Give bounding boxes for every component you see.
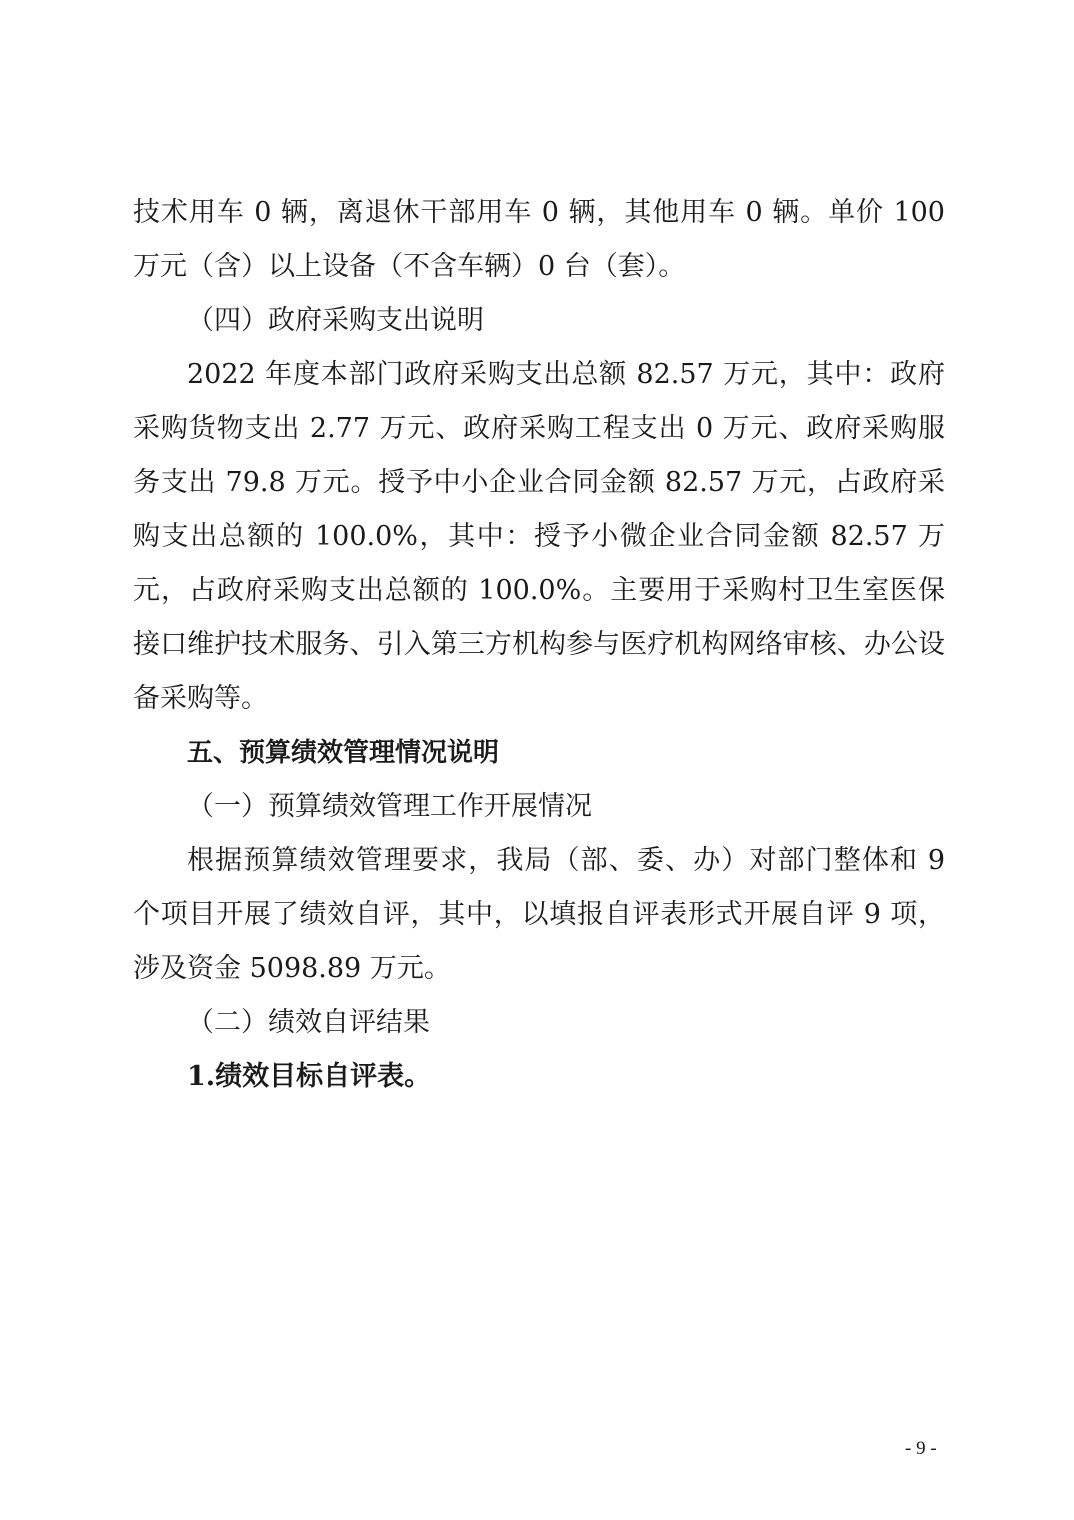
heading-target-self-evaluation-table: 1.绩效目标自评表。	[187, 1061, 432, 1092]
page-number: - 9 -	[905, 1438, 937, 1459]
heading-self-evaluation-results: （二）绩效自评结果	[187, 1007, 430, 1038]
paragraph-procurement-details: 2022 年度本部门政府采购支出总额 82.57 万元，其中：政府采购货物支出 2.77 万元、政府采购工程支出 0 万元、政府采购服务支出 79.8 万元。授予中小企业合同金额 82.57 万元，占政府采购支出总额的 100.0%，其中：授予小微企业合同金额 82.57 万元，占政府采购支出总额的 100.0%。主要用于采购村卫生室医保接口维护技术服务、引入第三方机构参与医疗机构网络审核、办公设备采购等。	[133, 359, 945, 714]
paragraph-self-evaluation: 根据预算绩效管理要求，我局（部、委、办）对部门整体和 9 个项目开展了绩效自评，其中，以填报自评表形式开展自评 9 项，涉及资金 5098.89 万元。	[133, 845, 945, 984]
heading-budget-performance: 五、预算绩效管理情况说明	[187, 738, 500, 768]
document-body	[133, 186, 945, 1104]
heading-performance-work: （一）预算绩效管理工作开展情况	[187, 791, 592, 822]
paragraph-vehicles-equipment: 技术用车 0 辆，离退休干部用车 0 辆，其他用车 0 辆。单价 100 万元（含）以上设备（不含车辆）0 台（套）。	[133, 197, 945, 282]
heading-government-procurement: （四）政府采购支出说明	[187, 305, 484, 336]
